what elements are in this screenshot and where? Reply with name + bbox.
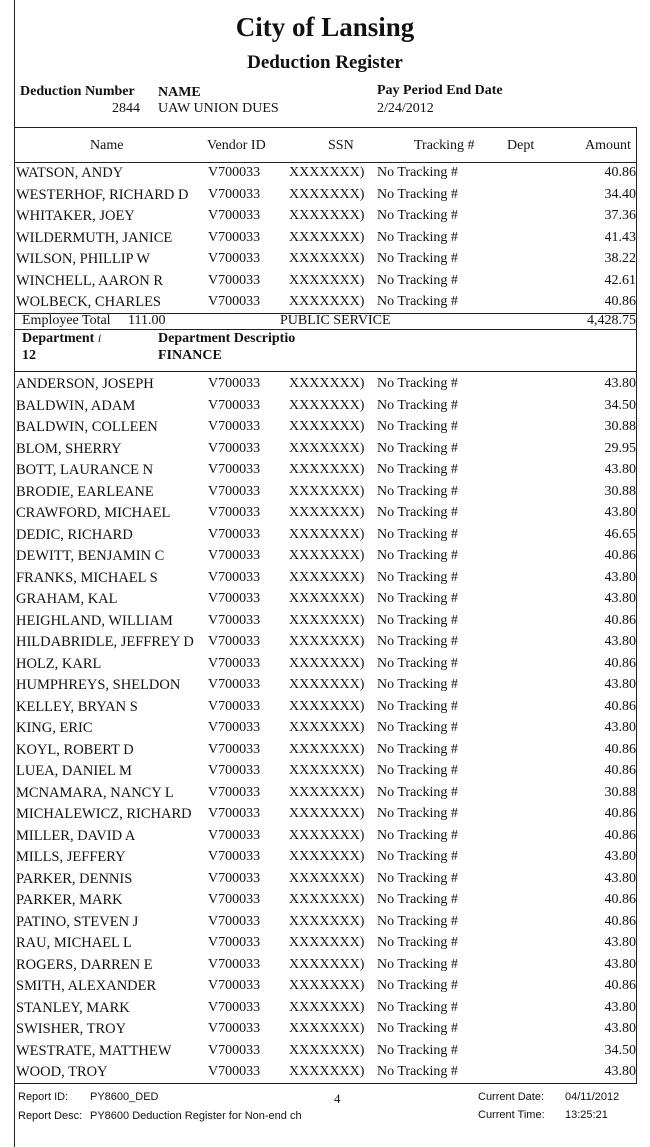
employee-total-label: Employee Total (22, 313, 111, 328)
ssn-masked: XXXXXXX) (289, 186, 365, 202)
vendor-id: V700033 (208, 1064, 261, 1079)
table-row (0, 569, 650, 591)
amount-value: 40.86 (604, 913, 636, 929)
employee-name: WILSON, PHILLIP W (16, 251, 151, 267)
amount-value: 40.86 (604, 548, 636, 563)
amount-value: 41.43 (604, 229, 636, 245)
employee-name: ANDERSON, JOSEPH (16, 376, 154, 392)
table-row (0, 164, 650, 186)
tracking-number: No Tracking # (377, 186, 458, 202)
ssn-masked: XXXXXXX) (289, 1064, 365, 1079)
ssn-masked: XXXXXXX) (289, 870, 365, 886)
table-row (0, 440, 650, 462)
table-row (0, 272, 650, 294)
amount-value: 43.80 (604, 569, 636, 585)
ssn-masked: XXXXXXX) (289, 978, 365, 993)
amount-value: 40.86 (604, 698, 636, 714)
ssn-masked: XXXXXXX) (289, 806, 365, 821)
employee-name: WOLBECK, CHARLES (16, 294, 161, 310)
report-desc-label: Report Desc: (18, 1110, 83, 1122)
amount-value: 40.86 (604, 763, 636, 778)
tracking-number: No Tracking # (377, 272, 458, 288)
employee-name: PATINO, STEVEN J (16, 913, 139, 930)
table-row (0, 741, 650, 763)
employee-list-group1 (0, 164, 650, 315)
current-date-value: 04/11/2012 (565, 1091, 620, 1103)
tracking-number: No Tracking # (377, 892, 458, 907)
ssn-masked: XXXXXXX) (289, 849, 365, 864)
name-label: NAME (158, 85, 201, 100)
vendor-id: V700033 (208, 229, 261, 245)
report-id-value: PY8600_DED (90, 1091, 159, 1103)
tracking-number: No Tracking # (377, 419, 458, 434)
table-row (0, 590, 650, 612)
employee-name: PARKER, DENNIS (16, 870, 133, 887)
tracking-number: No Tracking # (377, 526, 458, 542)
table-row (0, 805, 650, 827)
employee-name: MCNAMARA, NANCY L (16, 784, 174, 801)
table-row (0, 250, 650, 272)
table-row (0, 207, 650, 229)
deduction-number-value: 2844 (112, 101, 140, 116)
tracking-number: No Tracking # (377, 440, 458, 456)
ssn-masked: XXXXXXX) (289, 892, 365, 907)
employee-name: WINCHELL, AARON R (16, 272, 164, 289)
report-id-label: Report ID: (18, 1091, 69, 1103)
vendor-id: V700033 (208, 612, 261, 628)
amount-value: 34.50 (604, 1042, 636, 1058)
vendor-id: V700033 (208, 251, 261, 266)
ssn-masked: XXXXXXX) (289, 784, 365, 800)
table-row (0, 418, 650, 440)
ssn-masked: XXXXXXX) (289, 440, 365, 456)
department-number: 12 (22, 348, 36, 363)
table-row (0, 698, 650, 720)
employee-name: LUEA, DANIEL M (16, 763, 132, 779)
col-header-dept: Dept (507, 138, 535, 153)
ssn-masked: XXXXXXX) (289, 634, 365, 649)
table-row (0, 397, 650, 419)
vendor-id: V700033 (208, 591, 261, 606)
employee-name: PARKER, MARK (16, 892, 123, 908)
vendor-id: V700033 (208, 1042, 261, 1058)
tracking-number: No Tracking # (377, 784, 458, 800)
table-row (0, 719, 650, 741)
table-row (0, 504, 650, 526)
employee-name: MILLER, DAVID A (16, 827, 136, 844)
employee-name: DEWITT, BENJAMIN C (16, 548, 165, 564)
employee-name: WATSON, ANDY (16, 165, 124, 181)
vendor-id: V700033 (208, 419, 261, 434)
table-row (0, 375, 650, 397)
ssn-masked: XXXXXXX) (289, 612, 365, 628)
employee-name: BALDWIN, COLLEEN (16, 419, 158, 435)
amount-value: 43.80 (604, 849, 636, 864)
tracking-number: No Tracking # (377, 1064, 458, 1079)
tracking-number: No Tracking # (377, 229, 458, 245)
ssn-masked: XXXXXXX) (289, 591, 365, 606)
vendor-id: V700033 (208, 892, 261, 907)
amount-value: 38.22 (604, 251, 636, 266)
employee-name: HOLZ, KARL (16, 655, 102, 672)
table-row (0, 186, 650, 208)
ssn-masked: XXXXXXX) (289, 956, 365, 972)
tracking-number: No Tracking # (377, 870, 458, 886)
amount-value: 37.36 (604, 208, 636, 223)
table-row (0, 547, 650, 569)
table-row (0, 293, 650, 315)
tracking-number: No Tracking # (377, 913, 458, 929)
page-number: 4 (334, 1091, 341, 1106)
pay-period-value: 2/24/2012 (377, 101, 434, 116)
ssn-masked: XXXXXXX) (289, 935, 365, 950)
col-header-tracking: Tracking # (414, 138, 475, 153)
amount-value: 40.86 (604, 827, 636, 843)
tracking-number: No Tracking # (377, 763, 458, 778)
employee-name: FRANKS, MICHAEL S (16, 569, 158, 586)
ssn-masked: XXXXXXX) (289, 294, 365, 309)
employee-name: STANLEY, MARK (16, 999, 130, 1016)
vendor-id: V700033 (208, 956, 261, 972)
employee-name: MICHALEWICZ, RICHARD (16, 806, 192, 822)
vendor-id: V700033 (208, 677, 261, 692)
ssn-masked: XXXXXXX) (289, 251, 365, 266)
table-row (0, 913, 650, 935)
employee-name: KOYL, ROBERT D (16, 741, 134, 758)
table-row (0, 526, 650, 548)
employee-name: GRAHAM, KAL (16, 591, 118, 607)
employee-name: SWISHER, TROY (16, 1021, 127, 1037)
current-time-value: 13:25:21 (565, 1109, 608, 1121)
employee-name: KELLEY, BRYAN S (16, 698, 138, 715)
ssn-masked: XXXXXXX) (289, 741, 365, 757)
ssn-masked: XXXXXXX) (289, 763, 365, 778)
current-date-label: Current Date: (478, 1091, 545, 1103)
employee-name: DEDIC, RICHARD (16, 526, 133, 543)
tracking-number: No Tracking # (377, 251, 458, 266)
ssn-masked: XXXXXXX) (289, 698, 365, 714)
amount-value: 43.80 (604, 956, 636, 972)
amount-value: 43.80 (604, 505, 636, 520)
employee-total-amount: 4,428.75 (587, 313, 636, 328)
ssn-masked: XXXXXXX) (289, 677, 365, 692)
vendor-id: V700033 (208, 462, 261, 477)
vendor-id: V700033 (208, 935, 261, 950)
tracking-number: No Tracking # (377, 548, 458, 563)
amount-value: 40.86 (604, 655, 636, 671)
tracking-number: No Tracking # (377, 397, 458, 413)
employee-name: WESTRATE, MATTHEW (16, 1042, 172, 1059)
department-desc-label: Department Descriptio (158, 331, 296, 346)
table-row (0, 977, 650, 999)
footer-divider (14, 1083, 637, 1084)
tracking-number: No Tracking # (377, 741, 458, 757)
report-desc-value: PY8600 Deduction Register for Non-end ch (90, 1110, 302, 1122)
employee-total-count: 111.00 (128, 313, 166, 328)
vendor-id: V700033 (208, 165, 261, 180)
amount-value: 43.80 (604, 376, 636, 391)
tracking-number: No Tracking # (377, 827, 458, 843)
ssn-masked: XXXXXXX) (289, 569, 365, 585)
vendor-id: V700033 (208, 827, 261, 843)
department-label-mark: i (97, 331, 102, 345)
ssn-masked: XXXXXXX) (289, 165, 365, 180)
tracking-number: No Tracking # (377, 1021, 458, 1036)
col-header-ssn: SSN (328, 138, 354, 153)
tracking-number: No Tracking # (377, 956, 458, 972)
ssn-masked: XXXXXXX) (289, 483, 365, 499)
vendor-id: V700033 (208, 913, 261, 929)
tracking-number: No Tracking # (377, 935, 458, 950)
amount-value: 43.80 (604, 935, 636, 950)
employee-name: RAU, MICHAEL L (16, 935, 132, 951)
ssn-masked: XXXXXXX) (289, 419, 365, 434)
table-row (0, 1042, 650, 1064)
amount-value: 43.80 (604, 999, 636, 1015)
amount-value: 40.86 (604, 978, 636, 993)
tracking-number: No Tracking # (377, 165, 458, 180)
table-row (0, 784, 650, 806)
tracking-number: No Tracking # (377, 376, 458, 391)
vendor-id: V700033 (208, 569, 261, 585)
tracking-number: No Tracking # (377, 294, 458, 309)
tracking-number: No Tracking # (377, 505, 458, 520)
vendor-id: V700033 (208, 849, 261, 864)
tracking-number: No Tracking # (377, 569, 458, 585)
table-row (0, 870, 650, 892)
amount-value: 43.80 (604, 591, 636, 606)
column-header-divider (14, 162, 637, 163)
department-divider (14, 371, 637, 372)
vendor-id: V700033 (208, 548, 261, 563)
name-value: UAW UNION DUES (158, 101, 279, 116)
vendor-id: V700033 (208, 999, 261, 1015)
amount-value: 43.80 (604, 720, 636, 735)
amount-value: 34.50 (604, 397, 636, 413)
employee-name: MILLS, JEFFERY (16, 849, 126, 865)
vendor-id: V700033 (208, 784, 261, 800)
amount-value: 46.65 (604, 526, 636, 542)
vendor-id: V700033 (208, 505, 261, 520)
table-row (0, 1063, 650, 1085)
table-row (0, 612, 650, 634)
vendor-id: V700033 (208, 870, 261, 886)
table-row (0, 229, 650, 251)
deduction-number-label: Deduction Number (20, 84, 135, 99)
ssn-masked: XXXXXXX) (289, 462, 365, 477)
employee-name: HILDABRIDLE, JEFFREY D (16, 634, 194, 650)
vendor-id: V700033 (208, 1021, 261, 1036)
tracking-number: No Tracking # (377, 612, 458, 628)
vendor-id: V700033 (208, 698, 261, 714)
table-row (0, 633, 650, 655)
employee-name: BALDWIN, ADAM (16, 397, 136, 414)
table-row (0, 956, 650, 978)
employee-name: BLOM, SHERRY (16, 440, 122, 457)
vendor-id: V700033 (208, 208, 261, 223)
tracking-number: No Tracking # (377, 698, 458, 714)
table-row (0, 891, 650, 913)
table-row (0, 655, 650, 677)
amount-value: 40.86 (604, 165, 636, 180)
amount-value: 43.80 (604, 634, 636, 649)
employee-total-dept: PUBLIC SERVICE (280, 313, 391, 328)
vendor-id: V700033 (208, 376, 261, 391)
employee-list-group2 (0, 375, 650, 1085)
current-time-label: Current Time: (478, 1109, 545, 1121)
amount-value: 43.80 (604, 1064, 636, 1079)
ssn-masked: XXXXXXX) (289, 229, 365, 245)
ssn-masked: XXXXXXX) (289, 526, 365, 542)
amount-value: 42.61 (604, 272, 636, 288)
table-row (0, 461, 650, 483)
ssn-masked: XXXXXXX) (289, 376, 365, 391)
amount-value: 30.88 (604, 784, 636, 800)
ssn-masked: XXXXXXX) (289, 505, 365, 520)
tracking-number: No Tracking # (377, 634, 458, 649)
pay-period-label: Pay Period End Date (377, 83, 503, 98)
vendor-id: V700033 (208, 655, 261, 671)
table-row (0, 848, 650, 870)
header-divider (14, 127, 637, 128)
tracking-number: No Tracking # (377, 677, 458, 692)
ssn-masked: XXXXXXX) (289, 827, 365, 843)
ssn-masked: XXXXXXX) (289, 548, 365, 563)
amount-value: 43.80 (604, 870, 636, 886)
ssn-masked: XXXXXXX) (289, 1042, 365, 1058)
employee-name: HUMPHREYS, SHELDON (16, 677, 181, 693)
amount-value: 40.86 (604, 612, 636, 628)
vendor-id: V700033 (208, 294, 261, 309)
employee-name: KING, ERIC (16, 720, 93, 736)
total-divider-bottom (14, 329, 637, 330)
amount-value: 29.95 (604, 440, 636, 456)
report-subtitle: Deduction Register (247, 52, 403, 73)
tracking-number: No Tracking # (377, 655, 458, 671)
amount-value: 43.80 (604, 462, 636, 477)
employee-name: WILDERMUTH, JANICE (16, 229, 173, 246)
amount-value: 43.80 (604, 1021, 636, 1036)
col-header-amount: Amount (585, 138, 631, 153)
amount-value: 40.86 (604, 892, 636, 907)
ssn-masked: XXXXXXX) (289, 397, 365, 413)
ssn-masked: XXXXXXX) (289, 208, 365, 223)
amount-value: 30.88 (604, 419, 636, 434)
amount-value: 40.86 (604, 806, 636, 821)
employee-name: WHITAKER, JOEY (16, 208, 135, 224)
ssn-masked: XXXXXXX) (289, 999, 365, 1015)
employee-name: HEIGHLAND, WILLIAM (16, 612, 173, 629)
ssn-masked: XXXXXXX) (289, 720, 365, 735)
table-row (0, 762, 650, 784)
tracking-number: No Tracking # (377, 978, 458, 993)
vendor-id: V700033 (208, 526, 261, 542)
tracking-number: No Tracking # (377, 806, 458, 821)
vendor-id: V700033 (208, 634, 261, 649)
vendor-id: V700033 (208, 186, 261, 202)
vendor-id: V700033 (208, 763, 261, 778)
amount-value: 34.40 (604, 186, 636, 202)
tracking-number: No Tracking # (377, 591, 458, 606)
employee-name: ROGERS, DARREN E (16, 956, 153, 973)
report-title: City of Lansing (235, 12, 415, 42)
col-header-name: Name (90, 138, 124, 153)
tracking-number: No Tracking # (377, 483, 458, 499)
employee-name: CRAWFORD, MICHAEL (16, 505, 171, 521)
amount-value: 40.86 (604, 294, 636, 309)
tracking-number: No Tracking # (377, 720, 458, 735)
vendor-id: V700033 (208, 272, 261, 288)
col-header-vendor: Vendor ID (207, 138, 266, 153)
employee-name: BOTT, LAURANCE N (16, 462, 154, 478)
vendor-id: V700033 (208, 483, 261, 499)
vendor-id: V700033 (208, 440, 261, 456)
table-row (0, 827, 650, 849)
ssn-masked: XXXXXXX) (289, 272, 365, 288)
department-label (22, 331, 101, 347)
ssn-masked: XXXXXXX) (289, 1021, 365, 1036)
department-label-text: Department (22, 331, 95, 346)
vendor-id: V700033 (208, 741, 261, 757)
ssn-masked: XXXXXXX) (289, 913, 365, 929)
amount-value: 43.80 (604, 677, 636, 692)
employee-name: BRODIE, EARLEANE (16, 483, 154, 500)
vendor-id: V700033 (208, 978, 261, 993)
vendor-id: V700033 (208, 397, 261, 413)
tracking-number: No Tracking # (377, 1042, 458, 1058)
amount-value: 30.88 (604, 483, 636, 499)
table-row (0, 934, 650, 956)
ssn-masked: XXXXXXX) (289, 655, 365, 671)
table-row (0, 999, 650, 1021)
amount-value: 40.86 (604, 741, 636, 757)
department-desc-value: FINANCE (158, 348, 222, 363)
vendor-id: V700033 (208, 720, 261, 735)
table-row (0, 483, 650, 505)
employee-name: WOOD, TROY (16, 1064, 108, 1080)
table-row (0, 676, 650, 698)
tracking-number: No Tracking # (377, 462, 458, 477)
vendor-id: V700033 (208, 806, 261, 821)
employee-name: SMITH, ALEXANDER (16, 978, 157, 994)
tracking-number: No Tracking # (377, 849, 458, 864)
tracking-number: No Tracking # (377, 208, 458, 223)
tracking-number: No Tracking # (377, 999, 458, 1015)
employee-name: WESTERHOF, RICHARD D (16, 186, 189, 203)
table-row (0, 1020, 650, 1042)
